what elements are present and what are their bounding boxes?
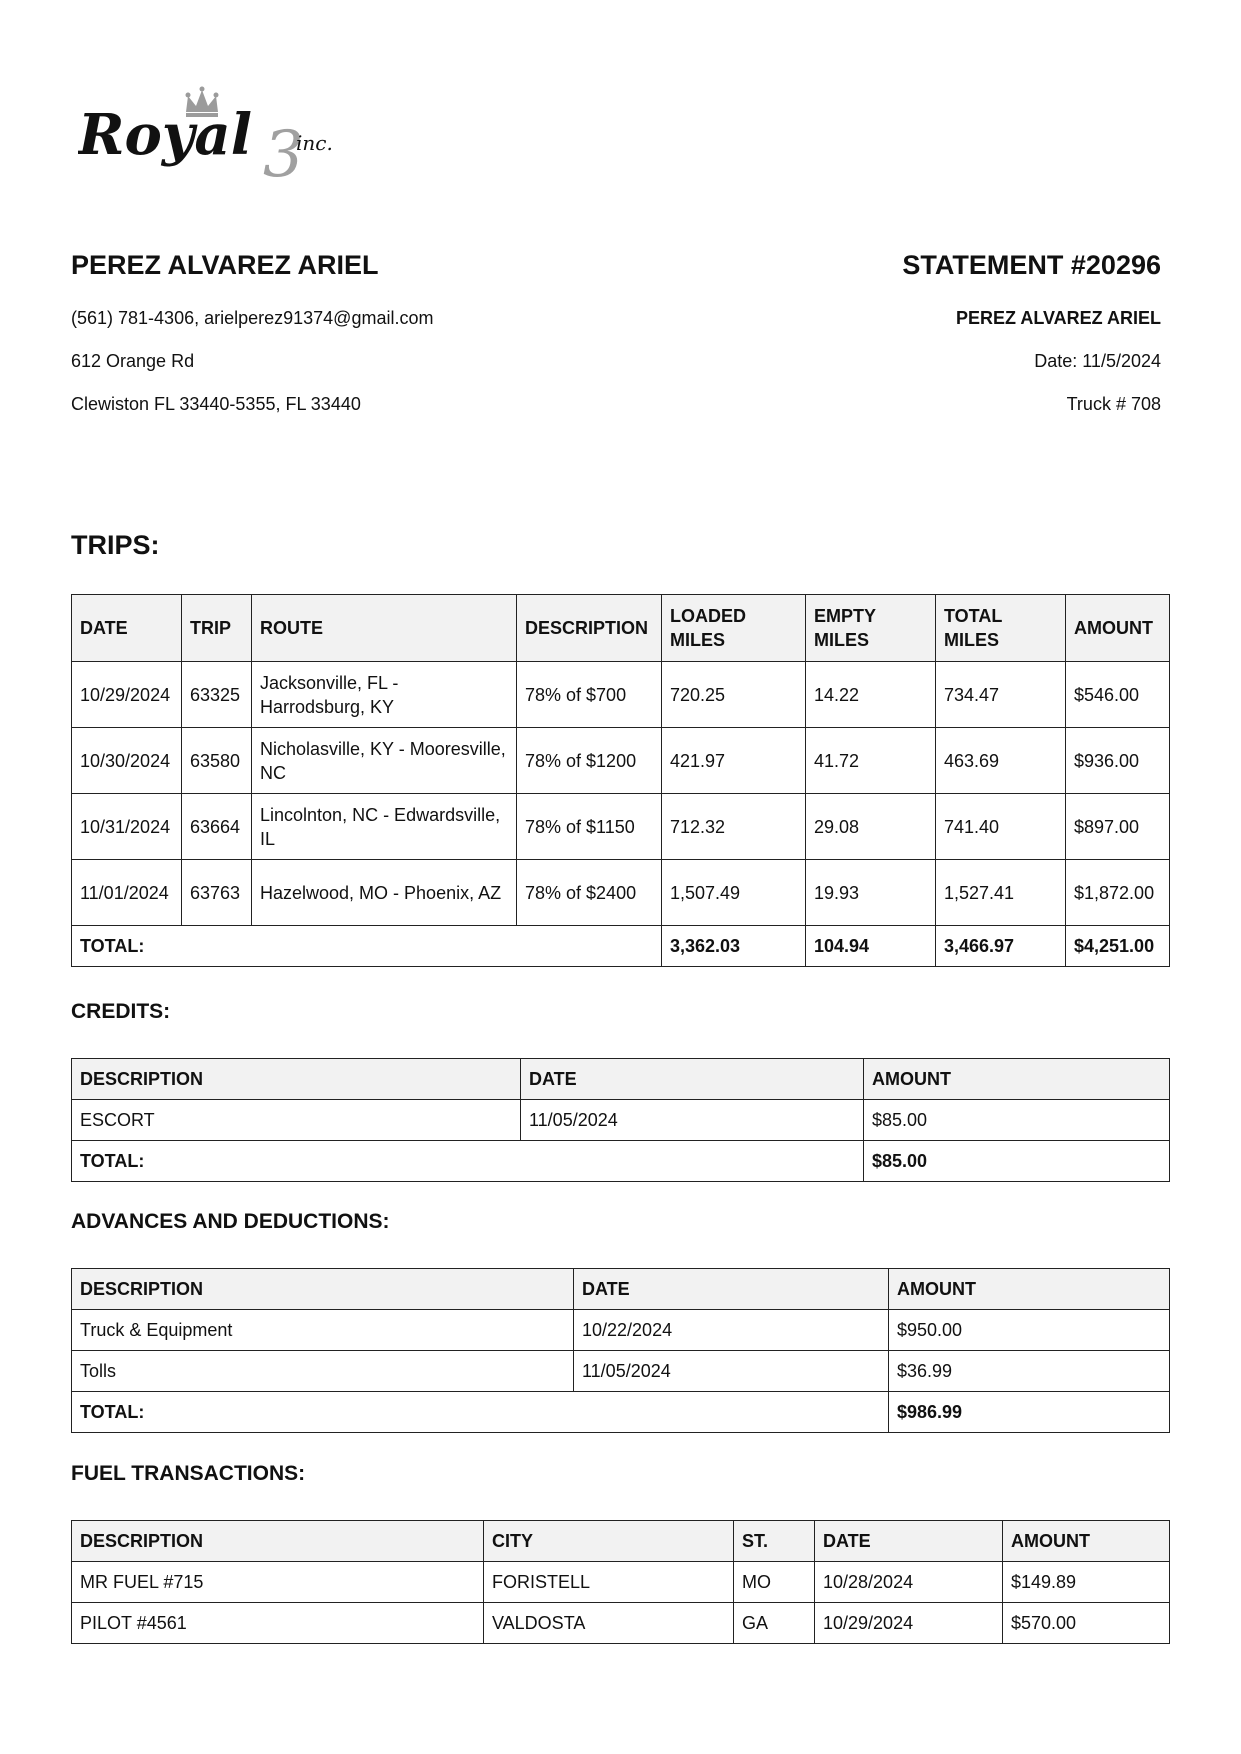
table-row bbox=[72, 860, 1170, 926]
trip-date: 10/30/2024 bbox=[72, 728, 182, 794]
statement-driver-name: PEREZ ALVAREZ ARIEL bbox=[955, 308, 1161, 328]
trip-total-miles: 463.69 bbox=[936, 728, 1066, 794]
total-label: TOTAL: bbox=[72, 1392, 889, 1433]
table-row bbox=[72, 662, 1170, 728]
column-header: AMOUNT bbox=[1066, 595, 1170, 662]
fuel-header-row bbox=[72, 1521, 1170, 1562]
advance-description: Truck & Equipment bbox=[72, 1310, 574, 1351]
advance-amount: $36.99 bbox=[889, 1351, 1170, 1392]
column-header: TOTAL MILES bbox=[936, 595, 1066, 662]
column-header: AMOUNT bbox=[889, 1269, 1170, 1310]
total-amount: $986.99 bbox=[889, 1392, 1170, 1433]
trip-description: 78% of $1200 bbox=[517, 728, 662, 794]
trips-table bbox=[71, 594, 1170, 967]
trip-date: 11/01/2024 bbox=[72, 860, 182, 926]
trip-empty-miles: 29.08 bbox=[806, 794, 936, 860]
trip-route: Jacksonville, FL - Harrodsburg, KY bbox=[252, 662, 517, 728]
credits-total-row bbox=[72, 1141, 1170, 1182]
trip-description: 78% of $700 bbox=[517, 662, 662, 728]
credit-description: ESCORT bbox=[72, 1100, 521, 1141]
trips-header-row bbox=[72, 595, 1170, 662]
trip-total-miles: 741.40 bbox=[936, 794, 1066, 860]
column-header: DATE bbox=[521, 1059, 864, 1100]
column-header: ROUTE bbox=[252, 595, 517, 662]
column-header: AMOUNT bbox=[864, 1059, 1170, 1100]
trip-loaded-miles: 1,507.49 bbox=[662, 860, 806, 926]
trip-description: 78% of $1150 bbox=[517, 794, 662, 860]
trip-empty-miles: 14.22 bbox=[806, 662, 936, 728]
trip-amount: $936.00 bbox=[1066, 728, 1170, 794]
trip-description: 78% of $2400 bbox=[517, 860, 662, 926]
driver-contact: (561) 781-4306, arielperez91374@gmail.com bbox=[71, 308, 434, 328]
trip-empty-miles: 41.72 bbox=[806, 728, 936, 794]
trip-loaded-miles: 720.25 bbox=[662, 662, 806, 728]
column-header: DESCRIPTION bbox=[72, 1059, 521, 1100]
column-header: DATE bbox=[815, 1521, 1003, 1562]
fuel-city: FORISTELL bbox=[484, 1562, 734, 1603]
advances-total-row bbox=[72, 1392, 1170, 1433]
column-header: TRIP bbox=[182, 595, 252, 662]
column-header: DESCRIPTION bbox=[72, 1269, 574, 1310]
total-empty-miles: 104.94 bbox=[806, 926, 936, 967]
trip-loaded-miles: 712.32 bbox=[662, 794, 806, 860]
trips-section-title: TRIPS: bbox=[71, 530, 160, 560]
column-header: DESCRIPTION bbox=[72, 1521, 484, 1562]
fuel-city: VALDOSTA bbox=[484, 1603, 734, 1644]
total-total-miles: 3,466.97 bbox=[936, 926, 1066, 967]
trip-loaded-miles: 421.97 bbox=[662, 728, 806, 794]
svg-text:3: 3 bbox=[263, 118, 304, 188]
total-loaded-miles: 3,362.03 bbox=[662, 926, 806, 967]
credit-date: 11/05/2024 bbox=[521, 1100, 864, 1141]
trips-total-row bbox=[72, 926, 1170, 967]
total-label: TOTAL: bbox=[72, 926, 662, 967]
statement-title: STATEMENT #20296 bbox=[902, 250, 1161, 280]
fuel-state: GA bbox=[734, 1603, 815, 1644]
advances-header-row bbox=[72, 1269, 1170, 1310]
total-amount: $4,251.00 bbox=[1066, 926, 1170, 967]
column-header: CITY bbox=[484, 1521, 734, 1562]
trip-route: Hazelwood, MO - Phoenix, AZ bbox=[252, 860, 517, 926]
column-header: ST. bbox=[734, 1521, 815, 1562]
credits-section-title: CREDITS: bbox=[71, 1000, 171, 1023]
advance-amount: $950.00 bbox=[889, 1310, 1170, 1351]
credits-table bbox=[71, 1058, 1170, 1182]
column-header: DATE bbox=[574, 1269, 889, 1310]
fuel-section-title: FUEL TRANSACTIONS: bbox=[71, 1462, 306, 1485]
trip-date: 10/31/2024 bbox=[72, 794, 182, 860]
fuel-state: MO bbox=[734, 1562, 815, 1603]
advance-description: Tolls bbox=[72, 1351, 574, 1392]
column-header: EMPTY MILES bbox=[806, 595, 936, 662]
advance-date: 10/22/2024 bbox=[574, 1310, 889, 1351]
credit-amount: $85.00 bbox=[864, 1100, 1170, 1141]
trip-amount: $546.00 bbox=[1066, 662, 1170, 728]
table-row bbox=[72, 1351, 1170, 1392]
column-header: AMOUNT bbox=[1003, 1521, 1170, 1562]
table-row bbox=[72, 1100, 1170, 1141]
fuel-table bbox=[71, 1520, 1170, 1644]
trip-number: 63664 bbox=[182, 794, 252, 860]
driver-address-line2: Clewiston FL 33440-5355, FL 33440 bbox=[71, 394, 361, 414]
table-row bbox=[72, 1562, 1170, 1603]
trip-route: Lincolnton, NC - Edwardsville, IL bbox=[252, 794, 517, 860]
trip-total-miles: 734.47 bbox=[936, 662, 1066, 728]
total-amount: $85.00 bbox=[864, 1141, 1170, 1182]
table-row bbox=[72, 728, 1170, 794]
fuel-description: PILOT #4561 bbox=[72, 1603, 484, 1644]
logo-graphic bbox=[78, 78, 378, 188]
trip-date: 10/29/2024 bbox=[72, 662, 182, 728]
company-logo bbox=[78, 78, 378, 188]
trip-empty-miles: 19.93 bbox=[806, 860, 936, 926]
svg-text:Royal: Royal bbox=[78, 102, 252, 168]
advances-table bbox=[71, 1268, 1170, 1433]
table-row bbox=[72, 1310, 1170, 1351]
column-header: DESCRIPTION bbox=[517, 595, 662, 662]
trip-amount: $897.00 bbox=[1066, 794, 1170, 860]
trip-number: 63763 bbox=[182, 860, 252, 926]
advance-date: 11/05/2024 bbox=[574, 1351, 889, 1392]
statement-date: Date: 11/5/2024 bbox=[1034, 351, 1161, 371]
driver-name-heading: PEREZ ALVAREZ ARIEL bbox=[71, 250, 379, 280]
total-label: TOTAL: bbox=[72, 1141, 864, 1182]
driver-address-line1: 612 Orange Rd bbox=[71, 351, 195, 371]
credits-header-row bbox=[72, 1059, 1170, 1100]
trip-route: Nicholasville, KY - Mooresville, NC bbox=[252, 728, 517, 794]
fuel-amount: $570.00 bbox=[1003, 1603, 1170, 1644]
trip-number: 63325 bbox=[182, 662, 252, 728]
svg-text:inc.: inc. bbox=[296, 131, 333, 155]
advances-section-title: ADVANCES AND DEDUCTIONS: bbox=[71, 1210, 390, 1233]
trip-total-miles: 1,527.41 bbox=[936, 860, 1066, 926]
statement-truck: Truck # 708 bbox=[1066, 394, 1161, 414]
table-row bbox=[72, 1603, 1170, 1644]
table-row bbox=[72, 794, 1170, 860]
column-header: DATE bbox=[72, 595, 182, 662]
fuel-description: MR FUEL #715 bbox=[72, 1562, 484, 1603]
column-header: LOADED MILES bbox=[662, 595, 806, 662]
fuel-date: 10/29/2024 bbox=[815, 1603, 1003, 1644]
trip-number: 63580 bbox=[182, 728, 252, 794]
trip-amount: $1,872.00 bbox=[1066, 860, 1170, 926]
fuel-amount: $149.89 bbox=[1003, 1562, 1170, 1603]
fuel-date: 10/28/2024 bbox=[815, 1562, 1003, 1603]
